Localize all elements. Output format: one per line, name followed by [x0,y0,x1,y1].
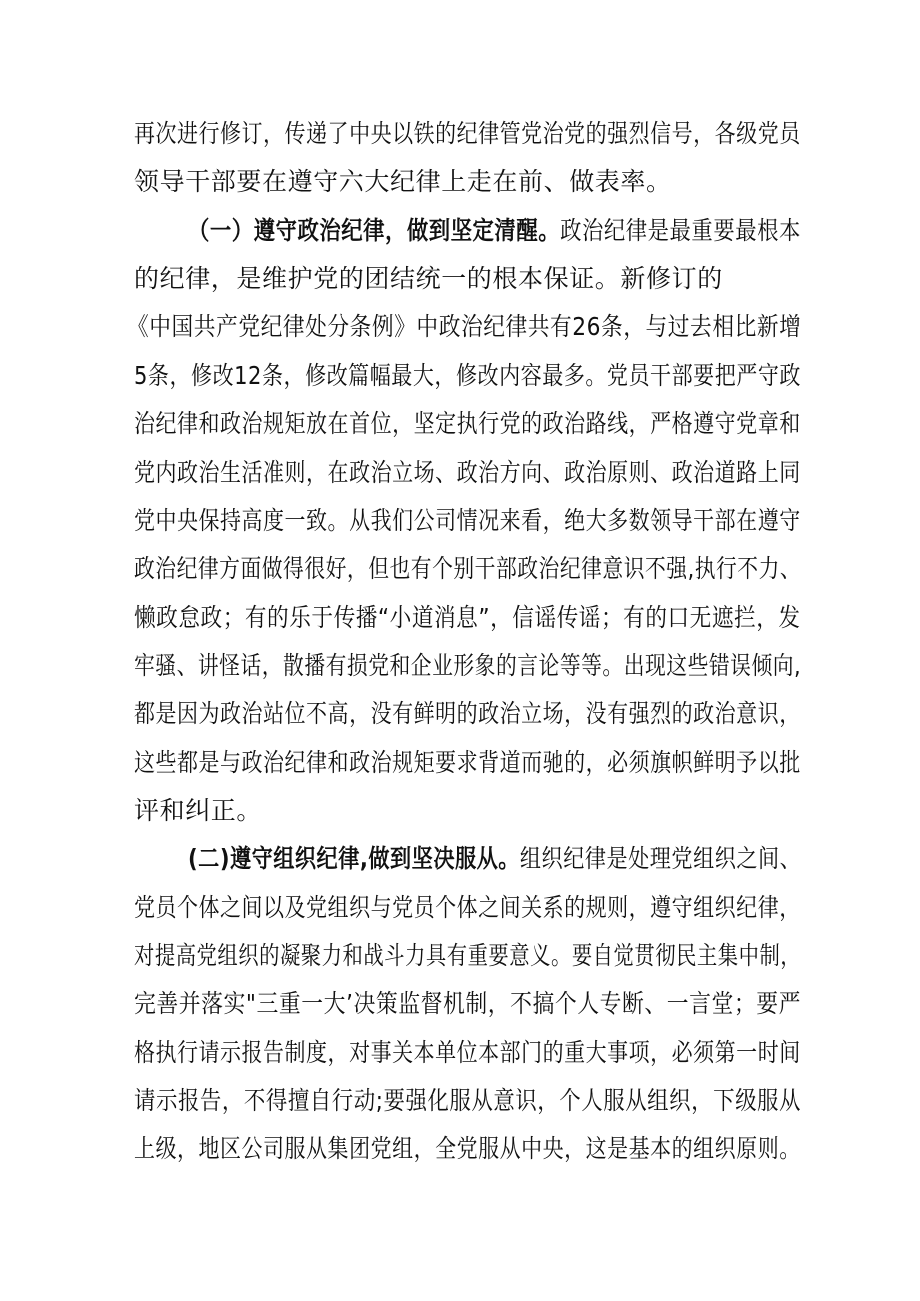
text-line [134,1128,801,1170]
body-text: 格执行请示报告制度，对事关本单位本部门的重大事项，必须第一时间 [134,1038,801,1067]
text-line [134,742,801,784]
body-text: 对提高党组织的凝聚力和战斗力具有重要意义。要自觉贯彻民主集中制， [134,941,802,970]
body-text: 政治纪律方面做得很好，但也有个别干部政治纪律意识不强,执行不力、 [134,554,802,583]
text-line [134,355,801,397]
body-text: 懒政怠政；有的乐于传播“小道消息”，信谣传谣；有的口无遮拦，发 [134,603,801,632]
body-text: 请示报告，不得擅自行动;要强化服从意识，个人服从组织，下级服从 [134,1086,802,1115]
text-line [134,258,723,300]
body-text: 都是因为政治站位不高，没有鲜明的政治立场，没有强烈的政治意识， [134,699,801,728]
section-heading: (二)遵守组织纪律,做到坚决服从。 [188,844,520,873]
text-line [134,161,672,203]
body-text: 领导干部要在遵守六大纪律上走在前、做表率。 [134,167,672,196]
text-line [188,210,801,252]
body-text: 这些都是与政治纪律和政治规矩要求背道而驰的，必须旗帜鲜明予以批 [134,748,801,777]
section-heading: （一）遵守政治纪律，做到坚定清醒。 [188,216,561,245]
text-line [134,887,801,929]
body-text: 《中国共产党纪律处分条例》中政治纪律共有26条，与过去相比新增 [127,312,802,341]
body-text: 牢骚、讲怪话，散播有损党和企业形象的言论等等。出现这些错误倾向, [134,651,802,680]
text-line [134,935,801,977]
text-line [134,693,801,735]
text-line [134,113,801,155]
text-line [188,838,801,880]
text-line [134,548,801,590]
text-line [134,790,262,832]
body-text: 再次进行修订，传递了中央以铁的纪律管党治党的强烈信号，各级党员 [134,119,801,148]
text-line [134,983,801,1025]
body-text: 党内政治生活准则，在政治立场、政治方向、政治原则、政治道路上同 [134,458,801,487]
body-text: 的纪律，是维护党的团结统一的根本保证。新修订的 [134,264,723,293]
text-line [134,645,801,687]
text-line [134,452,801,494]
body-text: 党中央保持高度一致。从我们公司情况来看，绝大多数领导干部在遵守 [134,506,801,535]
body-text: 组织纪律是处理党组织之间、 [519,844,802,873]
body-text: 党员个体之间以及党组织与党员个体之间关系的规则，遵守组织纪律， [134,893,801,922]
body-text: 5条，修改12条，修改篇幅最大，修改内容最多。党员干部要把严守政 [134,361,801,390]
body-text: 治纪律和政治规矩放在首位，坚定执行党的政治路线，严格遵守党章和 [134,409,801,438]
body-text: 政治纪律是最重要最根本 [560,216,801,245]
text-line [134,403,801,445]
body-text: 评和纠正。 [134,796,263,825]
text-line [134,1032,801,1074]
text-line [127,306,801,348]
text-line [134,500,801,542]
body-text: 上级，地区公司服从集团党组，全党服从中央，这是基本的组织原则。 [134,1134,801,1163]
body-text: 完善并落实"三重一大’决策监督机制，不搞个人专断、一言堂；要严 [134,989,802,1018]
text-line [134,597,801,639]
text-line [134,1080,801,1122]
